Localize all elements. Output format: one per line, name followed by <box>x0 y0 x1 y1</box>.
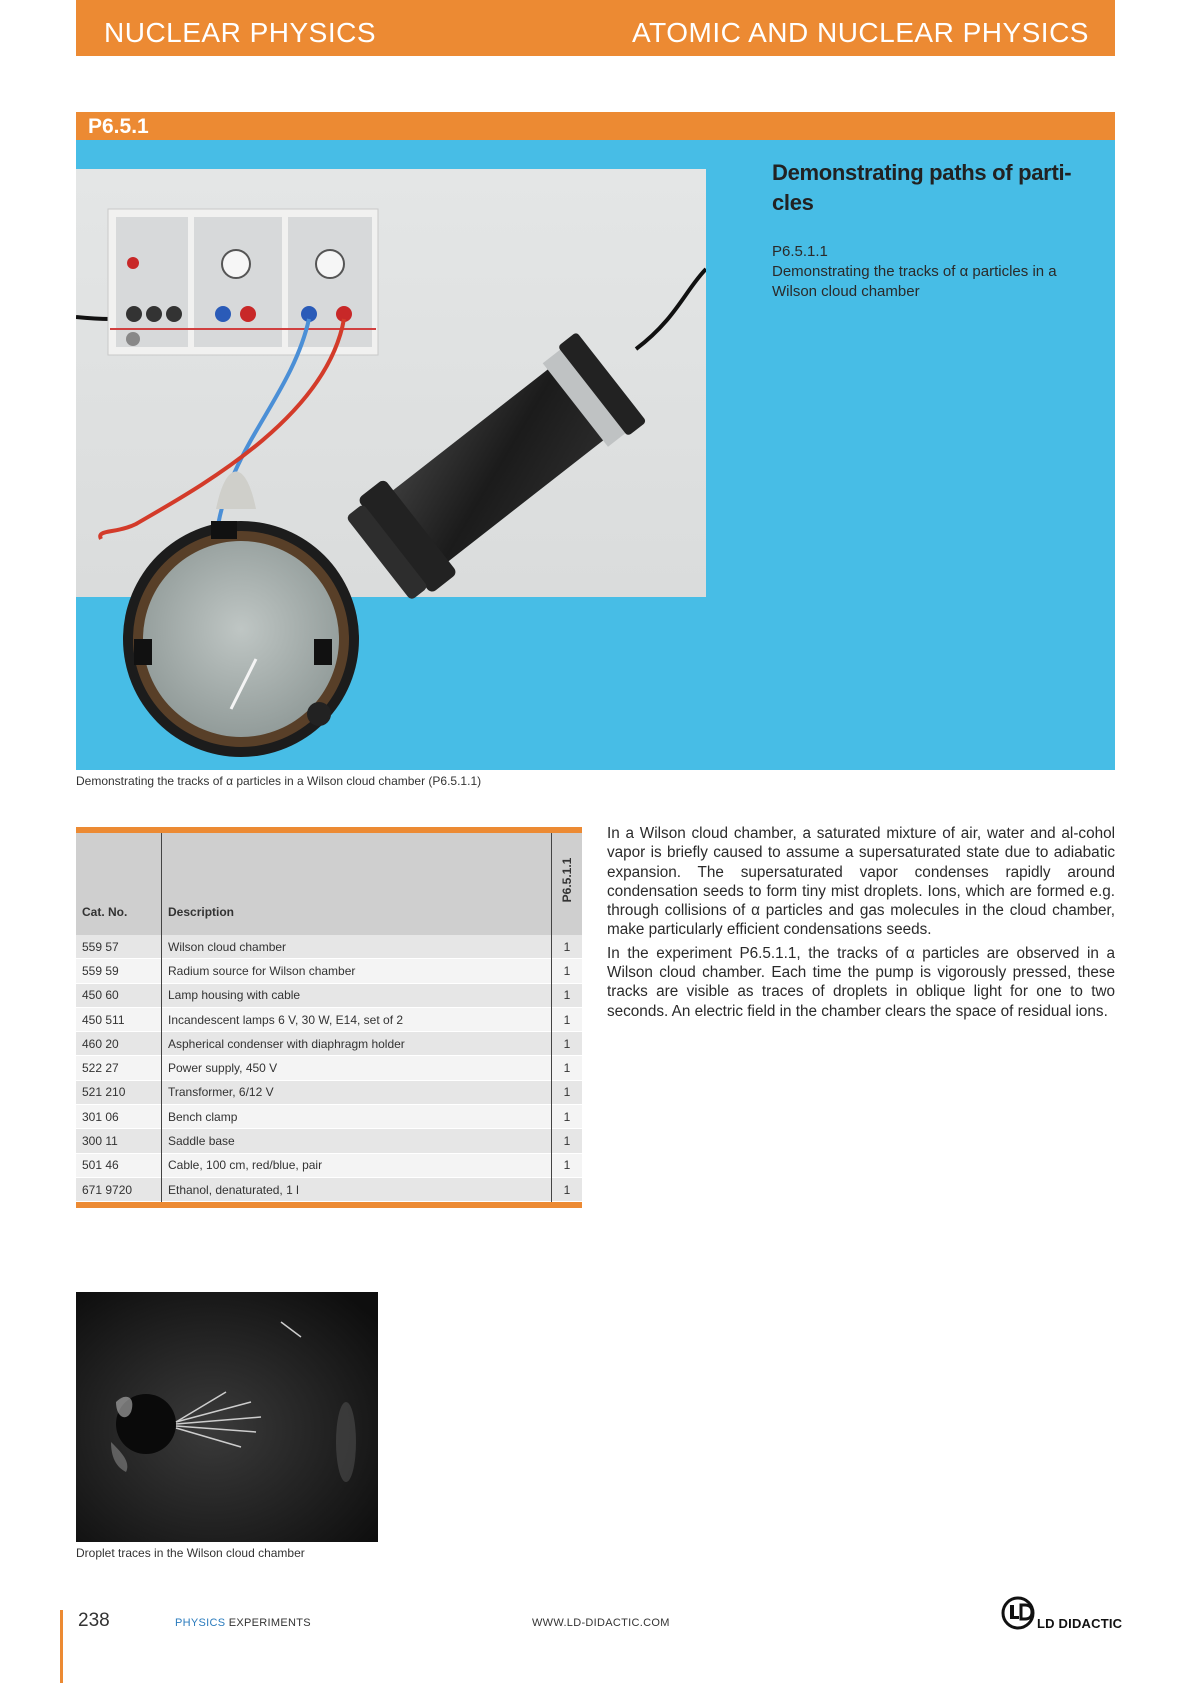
droplet-caption: Droplet traces in the Wilson cloud chamber <box>76 1546 305 1560</box>
description-cell: Lamp housing with cable <box>162 983 552 1007</box>
qty-cell: 1 <box>552 1105 583 1129</box>
experiment-description: Demonstrating the tracks of α particles in a Wilson cloud chamber <box>772 263 1057 300</box>
table-row <box>76 1153 582 1177</box>
cat-no-cell: 559 59 <box>76 959 162 983</box>
cat-no-cell: 501 46 <box>76 1153 162 1177</box>
qty-cell: 1 <box>552 983 583 1007</box>
footer-series <box>175 1617 311 1629</box>
cat-no-cell: 522 27 <box>76 1056 162 1080</box>
description-cell: Wilson cloud chamber <box>162 935 552 959</box>
table-row <box>76 1177 582 1201</box>
qty-cell: 1 <box>552 1129 583 1153</box>
description-cell: Ethanol, denaturated, 1 l <box>162 1177 552 1201</box>
table-row <box>76 935 582 959</box>
table-row <box>76 1007 582 1031</box>
description-cell: Aspherical condenser with diaphragm holder <box>162 1032 552 1056</box>
col-header-experiment-label: P6.5.1.1 <box>560 857 574 903</box>
cat-no-cell: 559 57 <box>76 935 162 959</box>
apparatus-photo <box>76 169 706 770</box>
logo-text: LD DIDACTIC <box>1037 1616 1123 1631</box>
page-number: 238 <box>78 1610 110 1631</box>
qty-cell: 1 <box>552 935 583 959</box>
cat-no-cell: 450 511 <box>76 1007 162 1031</box>
cat-no-cell: 460 20 <box>76 1032 162 1056</box>
table-row <box>76 983 582 1007</box>
page-header <box>76 0 1115 56</box>
cat-no-cell: 521 210 <box>76 1080 162 1104</box>
header-right-title: ATOMIC AND NUCLEAR PHYSICS <box>632 17 1089 48</box>
footer-url: WWW.LD-DIDACTIC.COM <box>532 1617 670 1629</box>
body-paragraph-2: In the experiment P6.5.1.1, the tracks of α particles are observed in a Wilson cloud chamber. Each time the pump is vigorously pressed, these tracks are visible as traces of droplets in oblique light for one to two seconds. An electric field in the chamber clears the space of residual ions. <box>607 944 1115 1020</box>
description-cell: Incandescent lamps 6 V, 30 W, E14, set of 2 <box>162 1007 552 1031</box>
equipment-table <box>76 827 582 1208</box>
table-row <box>76 1080 582 1104</box>
experiment-title: Demonstrating paths of parti-cles <box>772 160 1072 215</box>
footer-accent-line <box>60 1610 63 1683</box>
qty-cell: 1 <box>552 1153 583 1177</box>
cat-no-cell: 301 06 <box>76 1105 162 1129</box>
cat-no-cell: 300 11 <box>76 1129 162 1153</box>
table-row <box>76 1129 582 1153</box>
cat-no-cell: 450 60 <box>76 983 162 1007</box>
description-cell: Transformer, 6/12 V <box>162 1080 552 1104</box>
table-row <box>76 1105 582 1129</box>
qty-cell: 1 <box>552 1056 583 1080</box>
body-text <box>607 824 1115 1025</box>
col-header-cat-no: Cat. No. <box>76 833 162 935</box>
col-header-description: Description <box>162 833 552 935</box>
photo-caption: Demonstrating the tracks of α particles in a Wilson cloud chamber (P6.5.1.1) <box>76 774 482 788</box>
description-cell: Saddle base <box>162 1129 552 1153</box>
description-cell: Power supply, 450 V <box>162 1056 552 1080</box>
qty-cell: 1 <box>552 1080 583 1104</box>
qty-cell: 1 <box>552 1032 583 1056</box>
section-bar <box>76 112 1115 140</box>
section-code: P6.5.1 <box>88 115 149 138</box>
qty-cell: 1 <box>552 959 583 983</box>
description-cell: Bench clamp <box>162 1105 552 1129</box>
col-header-experiment <box>552 833 583 935</box>
table-bottom-bar <box>76 1202 582 1208</box>
qty-cell: 1 <box>552 1177 583 1201</box>
table-row <box>76 1056 582 1080</box>
cat-no-cell: 671 9720 <box>76 1177 162 1201</box>
table-row <box>76 959 582 983</box>
qty-cell: 1 <box>552 1007 583 1031</box>
footer-experiments-label: EXPERIMENTS <box>225 1617 311 1629</box>
description-cell: Cable, 100 cm, red/blue, pair <box>162 1153 552 1177</box>
header-left-title: NUCLEAR PHYSICS <box>104 17 377 48</box>
table-row <box>76 1032 582 1056</box>
footer-physics-label: PHYSICS <box>175 1617 226 1629</box>
body-paragraph-1: In a Wilson cloud chamber, a saturated mixture of air, water and al-cohol vapor is briefly caused to assume a supersaturated state due to adiabatic expansion. The supersaturated vapor condenses rapidly around condensation seeds to form tiny mist droplets. Ions, which are formed e.g. through collisions of α particles and gas molecules in the cloud chamber, make particularly efficient condensations seeds. <box>607 825 1115 939</box>
description-cell: Radium source for Wilson chamber <box>162 959 552 983</box>
experiment-code: P6.5.1.1 <box>772 243 828 260</box>
droplet-traces-photo <box>76 1292 378 1542</box>
